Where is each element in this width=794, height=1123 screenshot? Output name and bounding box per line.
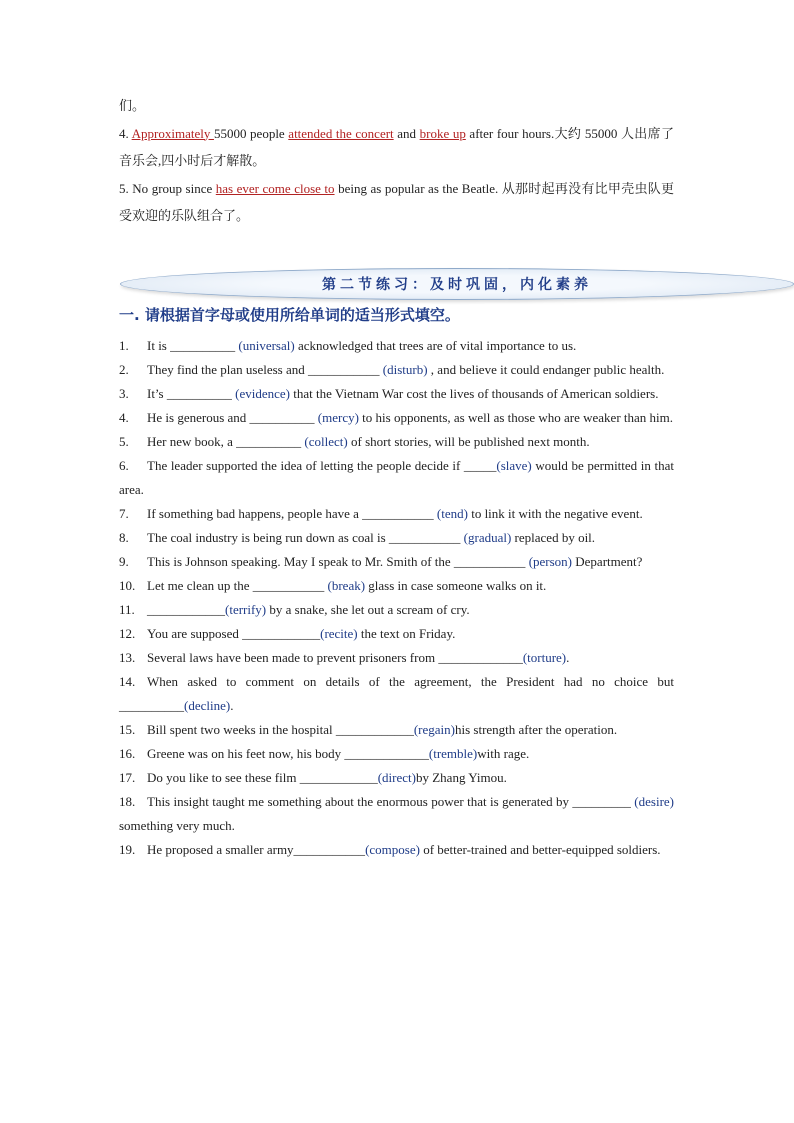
word-hint: (disturb) <box>382 362 428 377</box>
exercise-item <box>119 454 674 502</box>
exercise-number: 17. <box>119 770 136 785</box>
exercise-item <box>119 382 674 406</box>
exercise-text: , and believe it could endanger public health. <box>427 362 665 377</box>
continued-text: 们。 <box>119 98 146 113</box>
exercise-number: 5. <box>119 434 129 449</box>
word-hint: (slave) <box>496 458 532 473</box>
exercise-number: 8. <box>119 530 129 545</box>
exercise-text: He is generous and __________ <box>147 410 318 425</box>
exercise-text: . <box>230 698 234 713</box>
exercise-item <box>119 502 674 526</box>
sentence-text: after four hours.大约 55000 人出席了音乐会,四小时后才解散。 <box>119 125 674 168</box>
exercise-item <box>119 358 674 382</box>
exercise-number: 3. <box>119 386 129 401</box>
exercise-text: The leader supported the idea of letting the people decide if _____ <box>147 458 497 473</box>
exercise-text: the text on Friday. <box>357 626 456 641</box>
exercise-text: acknowledged that trees are of vital importance to us. <box>294 338 577 353</box>
word-hint: (direct) <box>377 770 416 785</box>
exercise-text: his strength after the operation. <box>454 722 618 737</box>
exercise-text: Several laws have been made to prevent prisoners from _____________ <box>147 650 523 665</box>
sentence-text: 55000 people <box>213 125 289 141</box>
exercise-number: 15. <box>119 722 136 737</box>
exercise-text: to his opponents, as well as those who are weaker than him. <box>358 410 674 425</box>
exercise-list <box>119 334 674 862</box>
word-hint: (gradual) <box>463 530 512 545</box>
exercise-text: replaced by oil. <box>511 530 596 545</box>
exercise-text: to link it with the negative event. <box>467 506 643 521</box>
sentence-text: and <box>393 125 420 141</box>
exercise-text: They find the plan useless and ___________ <box>147 362 383 377</box>
exercise-number: 18. <box>119 794 136 809</box>
exercise-text: by Zhang Yimou. <box>415 770 507 785</box>
exercise-item <box>119 574 674 598</box>
exercise-text: Do you like to see these film ____________ <box>147 770 378 785</box>
exercise-item <box>119 838 674 862</box>
exercise-text: If something bad happens, people have a ___________ <box>147 506 437 521</box>
exercise-item <box>119 670 674 718</box>
word-hint: (evidence) <box>235 386 290 401</box>
word-hint: (decline) <box>184 698 231 713</box>
word-hint: (terrify) <box>225 602 267 617</box>
exercise-text: would be permitted in that area. <box>119 458 674 497</box>
exercise-text: of better-trained and better-equipped soldiers. <box>419 842 661 857</box>
answer-phrase: attended the concert <box>288 125 394 141</box>
exercise-number: 4. <box>119 410 129 425</box>
word-hint: (person) <box>528 554 573 569</box>
answer-phrase: Approximately <box>131 125 214 141</box>
exercise-number: 2. <box>119 362 129 377</box>
exercise-text: You are supposed ____________ <box>147 626 321 641</box>
exercise-number: 1. <box>119 338 129 353</box>
exercise-number: 12. <box>119 626 136 641</box>
exercise-item <box>119 622 674 646</box>
exercise-text: Bill spent two weeks in the hospital ____________ <box>147 722 414 737</box>
exercise-number: 11. <box>119 602 135 617</box>
word-hint: (collect) <box>304 434 348 449</box>
answer-phrase: broke up <box>419 125 466 141</box>
word-hint: (tend) <box>436 506 468 521</box>
exercise-item <box>119 406 674 430</box>
section-title: 第二节练习：及时巩固，内化素养 <box>322 277 592 293</box>
word-hint: (torture) <box>522 650 567 665</box>
exercise-text: glass in case someone walks on it. <box>365 578 547 593</box>
exercise-text: ____________ <box>147 602 225 617</box>
previous-exercise-answers <box>119 92 674 230</box>
sentence-text: being as popular as the Beatle. 从那时起再没有比甲壳虫队更受欢迎的乐队组合了。 <box>119 180 675 223</box>
exercise-text: It is __________ <box>147 338 239 353</box>
exercise-text: When asked to comment on details of the agreement, the President had no choice but __________ <box>119 674 674 713</box>
exercise-number: 9. <box>119 554 129 569</box>
exercise-text: of short stories, will be published next month. <box>347 434 590 449</box>
exercise-number: 6. <box>119 458 129 473</box>
exercise-number: 16. <box>119 746 136 761</box>
word-hint: (recite) <box>320 626 358 641</box>
exercise-heading: 一. 请根据首字母或使用所给单词的适当形式填空。 <box>119 306 460 324</box>
answer-item-5 <box>119 175 674 230</box>
exercise-text: Greene was on his feet now, his body _____________ <box>147 746 429 761</box>
exercise-item <box>119 430 674 454</box>
word-hint: (mercy) <box>317 410 359 425</box>
exercise-number: 14. <box>119 674 136 689</box>
exercise-item <box>119 334 674 358</box>
answer-item-4 <box>119 120 674 175</box>
exercise-text: This insight taught me something about the enormous power that is generated by _________ <box>147 794 635 809</box>
exercise-item <box>119 598 674 622</box>
word-hint: (regain) <box>413 722 455 737</box>
exercise-number: 7. <box>119 506 129 521</box>
exercise-item <box>119 766 674 790</box>
answer-phrase: has ever come close to <box>215 180 335 196</box>
exercise-text: It’s __________ <box>147 386 236 401</box>
exercise-text: that the Vietnam War cost the lives of thousands of American soldiers. <box>289 386 659 401</box>
exercise-text: He proposed a smaller army___________ <box>147 842 366 857</box>
exercise-text: . <box>566 650 570 665</box>
word-hint: (tremble) <box>428 746 478 761</box>
exercise-item <box>119 790 674 838</box>
word-hint: (compose) <box>365 842 420 857</box>
word-hint: (universal) <box>238 338 295 353</box>
exercise-text: something very much. <box>119 818 235 833</box>
exercise-text: Her new book, a __________ <box>147 434 305 449</box>
exercise-text: Let me clean up the ___________ <box>147 578 328 593</box>
item-number: 5. <box>119 180 129 196</box>
sentence-text: No group since <box>132 180 216 196</box>
word-hint: (break) <box>327 578 366 593</box>
exercise-item <box>119 550 674 574</box>
exercise-text: Department? <box>572 554 643 569</box>
section-banner <box>120 268 794 300</box>
exercise-text: The coal industry is being run down as coal is ___________ <box>147 530 464 545</box>
exercise-number: 13. <box>119 650 136 665</box>
exercise-text: by a snake, she let out a scream of cry. <box>266 602 470 617</box>
exercise-item <box>119 742 674 766</box>
exercise-text: This is Johnson speaking. May I speak to Mr. Smith of the ___________ <box>147 554 529 569</box>
exercise-item <box>119 718 674 742</box>
exercise-number: 19. <box>119 842 136 857</box>
exercise-item <box>119 646 674 670</box>
exercise-item <box>119 526 674 550</box>
word-hint: (desire) <box>634 794 674 809</box>
exercise-text: with rage. <box>477 746 530 761</box>
item-number: 4. <box>119 125 129 141</box>
exercise-number: 10. <box>119 578 136 593</box>
